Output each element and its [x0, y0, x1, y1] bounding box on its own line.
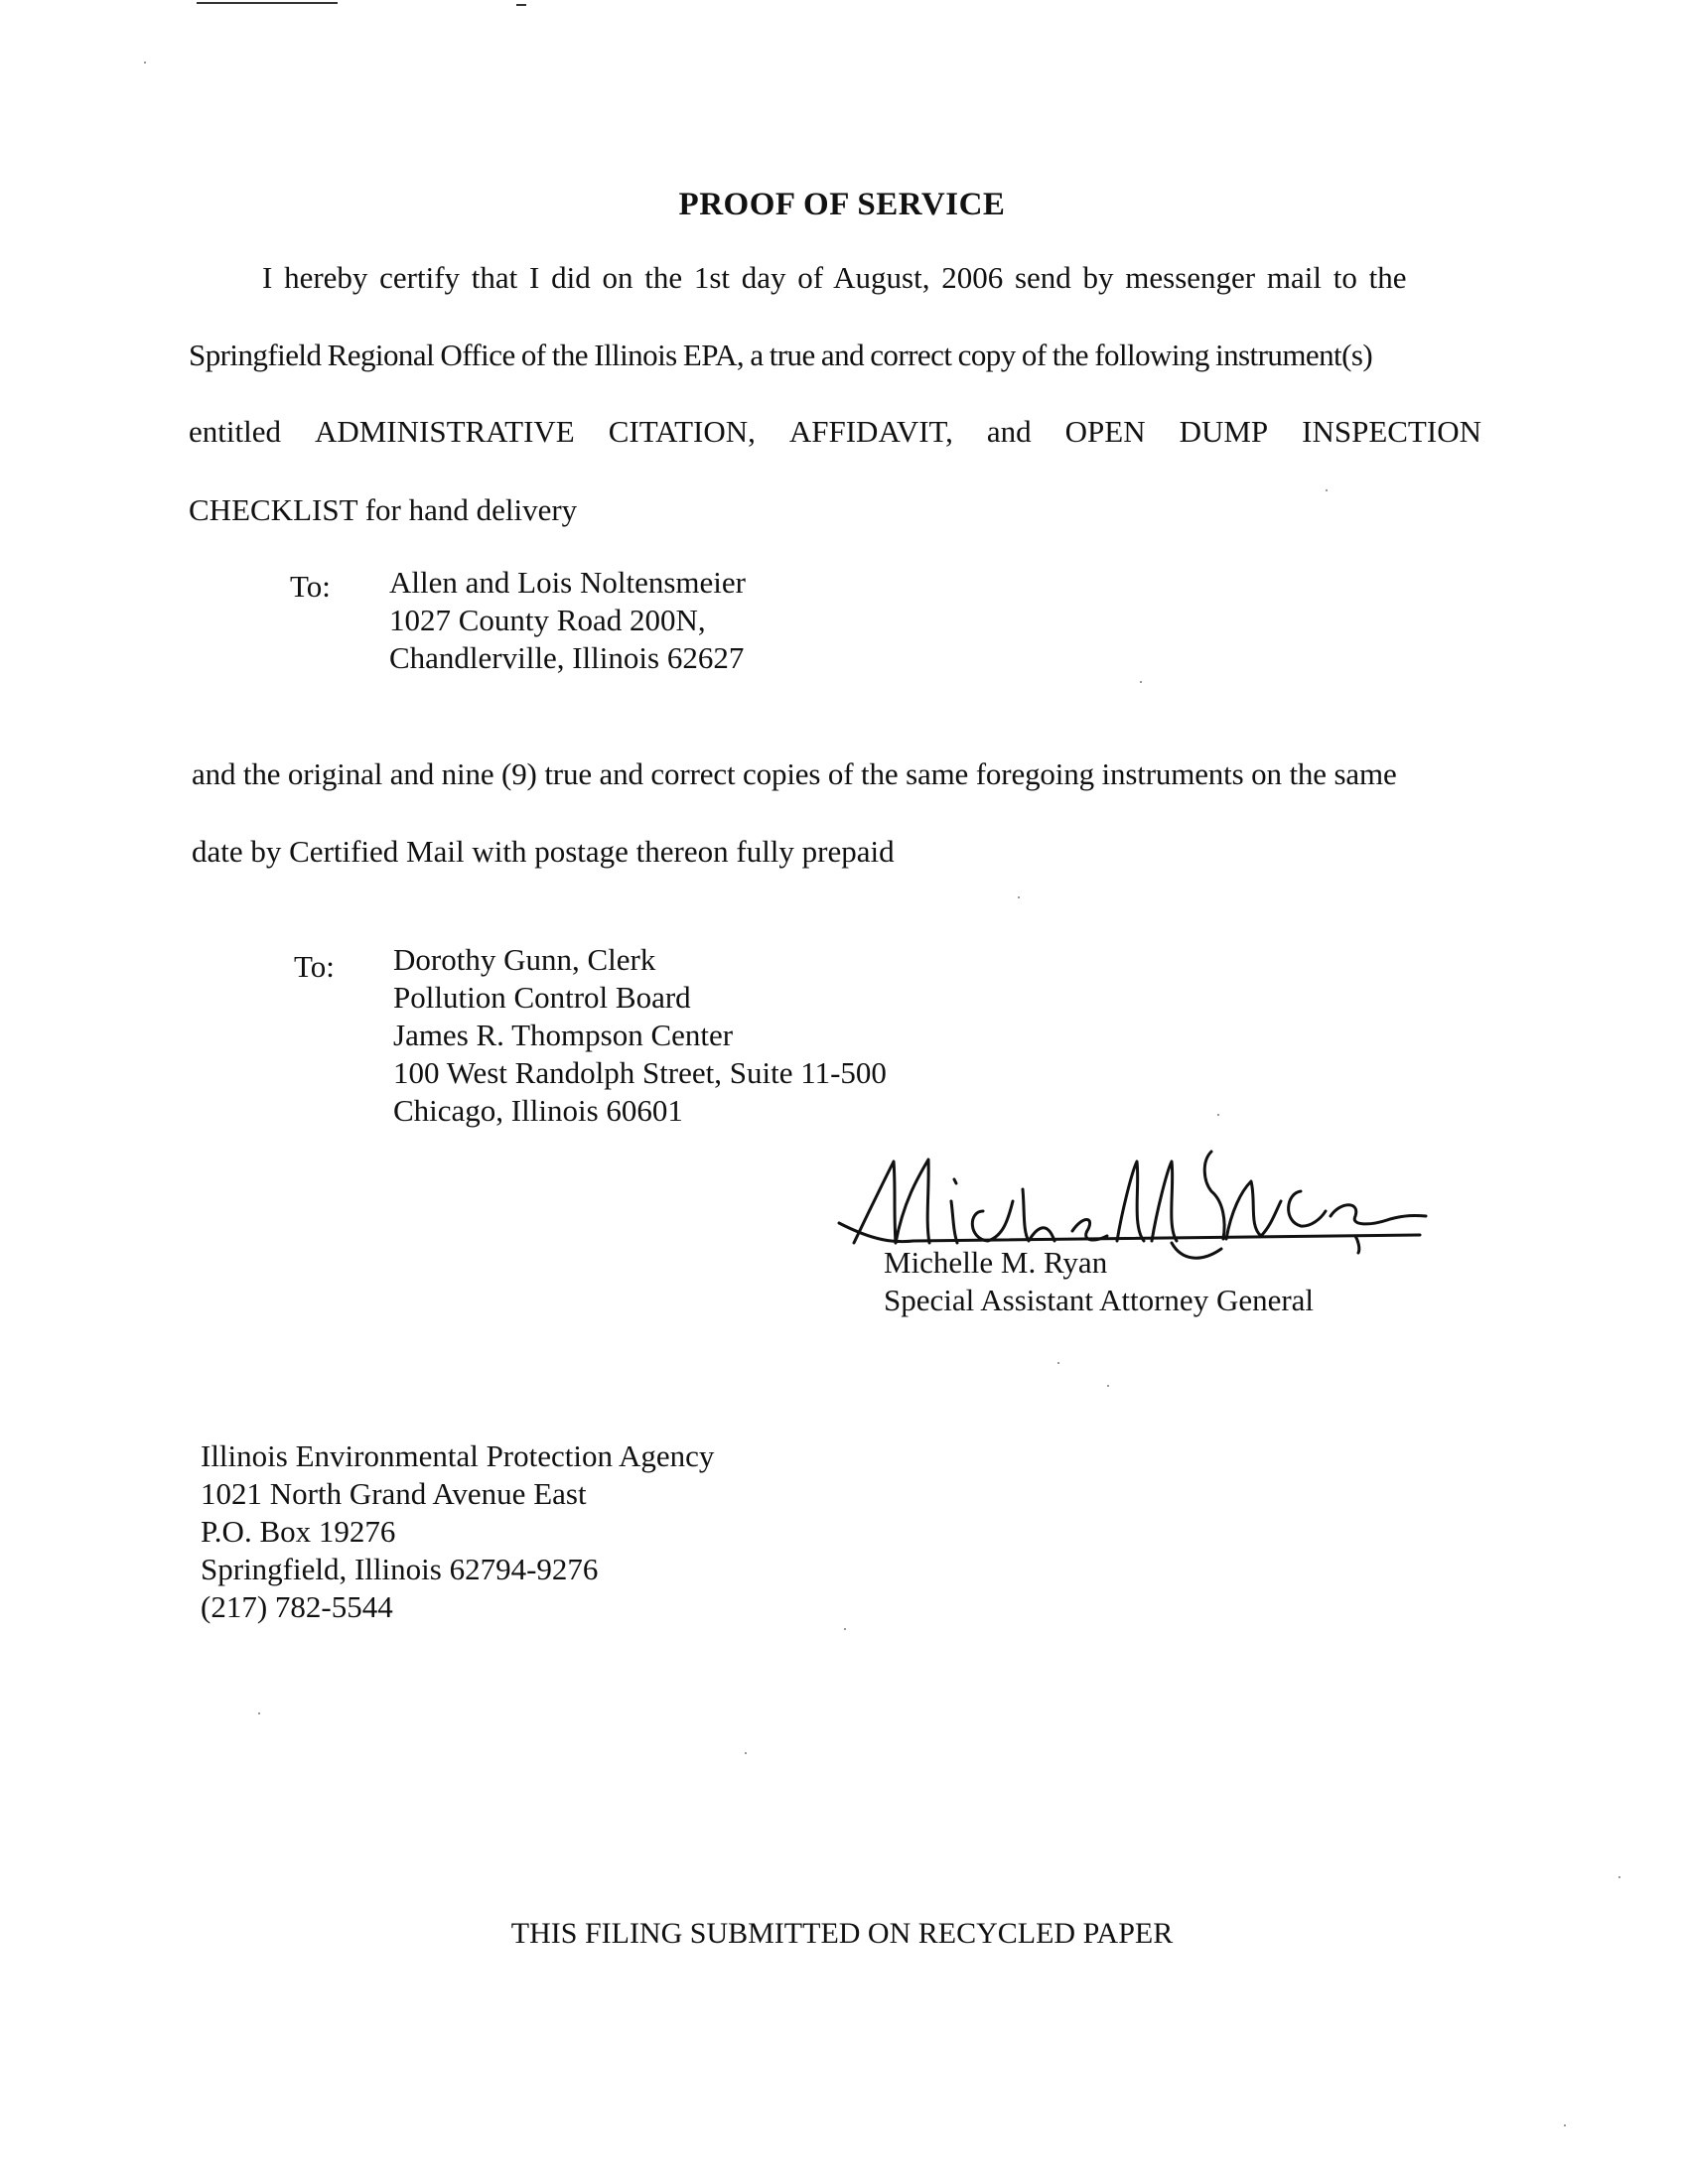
address-line: Chicago, Illinois 60601: [393, 1093, 683, 1128]
address-line: P.O. Box 19276: [201, 1514, 396, 1549]
certification-line-3: [189, 414, 1481, 450]
word: INSPECTION: [1302, 414, 1481, 449]
address-line: James R. Thompson Center: [393, 1018, 734, 1052]
address-line: Allen and Lois Noltensmeier: [389, 565, 746, 600]
scan-speck: [1618, 1876, 1620, 1878]
certification-line-2: Springfield Regional Office of the Illinois EPA, a true and correct copy of the following instrument(s): [189, 338, 1373, 372]
word: DUMP: [1179, 414, 1269, 449]
recipient-1-label: To:: [290, 569, 331, 604]
scan-speck: [1326, 489, 1328, 491]
address-line: 100 West Randolph Street, Suite 11-500: [393, 1055, 887, 1090]
scan-speck: [258, 1712, 260, 1714]
word: ADMINISTRATIVE: [314, 414, 575, 449]
word: CITATION,: [608, 414, 756, 449]
scan-speck: [1217, 1114, 1219, 1116]
footer-note: THIS FILING SUBMITTED ON RECYCLED PAPER: [510, 1917, 1174, 1950]
address-line: 1021 North Grand Avenue East: [201, 1476, 587, 1511]
address-line: 1027 County Road 200N,: [389, 603, 706, 637]
scan-speck: [1107, 1385, 1109, 1387]
scan-speck: [1140, 681, 1142, 683]
scan-speck: [1564, 2124, 1566, 2126]
recipient-2-address: [393, 941, 887, 1130]
address-line: (217) 782-5544: [201, 1589, 393, 1624]
recipient-1-address: [389, 564, 746, 677]
address-line: Pollution Control Board: [393, 980, 691, 1015]
signer-block: [884, 1244, 1314, 1319]
certification-line-4: CHECKLIST for hand delivery: [189, 492, 578, 527]
scan-speck: [844, 1628, 846, 1630]
address-line: Springfield, Illinois 62794-9276: [201, 1552, 599, 1586]
mail-line-1: and the original and nine (9) true and correct copies of the same foregoing instruments on the same: [192, 756, 1397, 791]
scan-speck: [745, 1752, 747, 1754]
mail-line-2: date by Certified Mail with postage thereon fully prepaid: [192, 834, 895, 869]
scan-speck: [1057, 1362, 1059, 1364]
address-line: Illinois Environmental Protection Agency: [201, 1438, 715, 1473]
address-line: Dorothy Gunn, Clerk: [393, 942, 656, 977]
agency-address: [201, 1437, 714, 1626]
scan-speck: [1018, 896, 1020, 898]
scan-mark-top-right: [516, 4, 526, 6]
word: and: [986, 414, 1032, 449]
page-title: PROOF OF SERVICE: [678, 187, 1006, 222]
address-line: Chandlerville, Illinois 62627: [389, 640, 745, 675]
scan-speck: [144, 62, 146, 64]
scan-mark-top-left: [197, 2, 338, 4]
word: AFFIDAVIT,: [788, 414, 953, 449]
word: entitled: [189, 414, 281, 449]
word: OPEN: [1064, 414, 1146, 449]
recipient-2-label: To:: [294, 949, 335, 984]
signer-name: Michelle M. Ryan: [884, 1245, 1108, 1280]
certification-line-1: I hereby certify that I did on the 1st day of August, 2006 send by messenger mail to the: [262, 260, 1407, 295]
signer-role: Special Assistant Attorney General: [884, 1283, 1315, 1317]
